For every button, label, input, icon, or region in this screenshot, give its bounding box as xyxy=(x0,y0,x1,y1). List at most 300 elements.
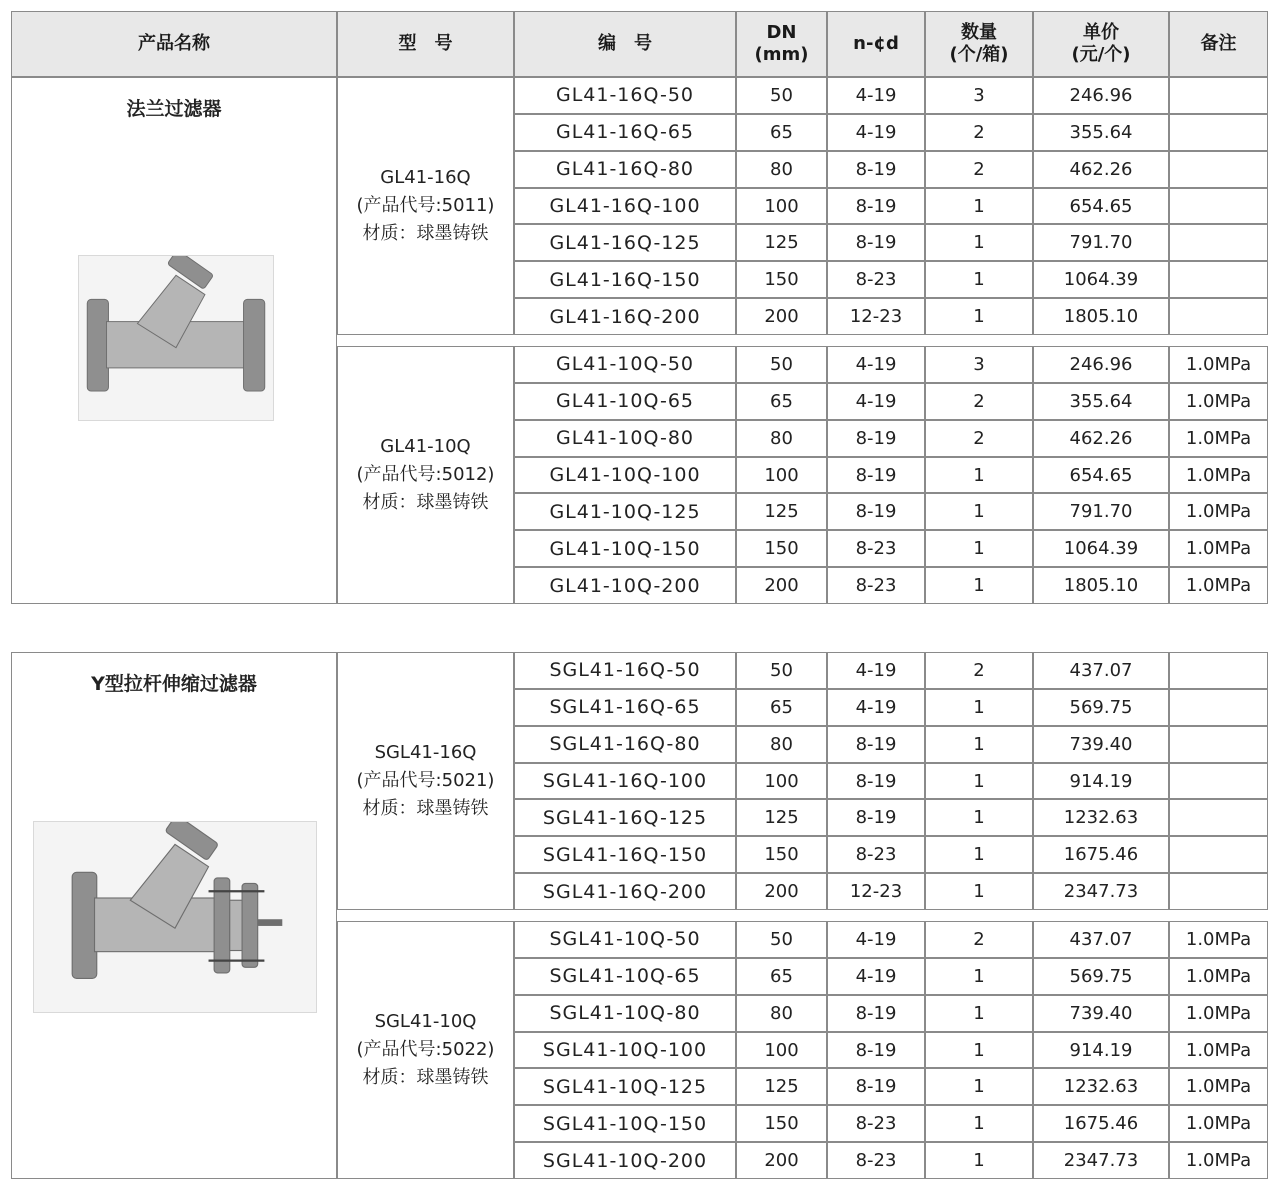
nd-value: 4-19 xyxy=(855,84,897,106)
price-value: 437.07 xyxy=(1069,928,1133,950)
quantity-cell xyxy=(925,873,1033,910)
quantity-cell xyxy=(925,1032,1033,1069)
dn-cell xyxy=(736,530,827,567)
dn-value: 200 xyxy=(764,881,799,903)
model-cell xyxy=(337,921,514,1179)
code-cell xyxy=(514,224,736,261)
bolt-hole-cell xyxy=(827,383,925,420)
qty-value: 2 xyxy=(973,390,985,412)
material: 材质：球墨铸铁 xyxy=(362,1066,489,1088)
code-value: SGL41-16Q-150 xyxy=(542,843,708,866)
price-value: 1805.10 xyxy=(1063,575,1139,597)
dn-value: 80 xyxy=(770,427,793,449)
code-cell xyxy=(514,530,736,567)
unit-price-cell xyxy=(1033,151,1169,188)
quantity-cell xyxy=(925,420,1033,457)
code-value: GL41-16Q-100 xyxy=(549,195,701,217)
bolt-hole-cell xyxy=(827,921,925,958)
unit-price-cell xyxy=(1033,530,1169,567)
dn-value: 65 xyxy=(770,121,793,143)
unit-price-cell xyxy=(1033,726,1169,763)
note-cell xyxy=(1169,530,1268,567)
nd-value: 8-19 xyxy=(855,464,897,486)
price-value: 1232.63 xyxy=(1063,1076,1139,1098)
code-value: SGL41-10Q-200 xyxy=(542,1149,708,1172)
note-cell xyxy=(1169,1068,1268,1105)
price-value: 1675.46 xyxy=(1063,844,1139,866)
code-value: SGL41-10Q-150 xyxy=(542,1112,708,1135)
nd-value: 8-19 xyxy=(855,807,897,829)
product-code: (产品代号:5021) xyxy=(356,770,495,792)
quantity-cell xyxy=(925,763,1033,800)
code-cell xyxy=(514,689,736,726)
code-cell xyxy=(514,921,736,958)
dn-cell xyxy=(736,726,827,763)
dn-cell xyxy=(736,114,827,151)
bolt-hole-cell xyxy=(827,1032,925,1069)
header-line-1: 备注 xyxy=(1200,32,1237,54)
quantity-cell xyxy=(925,836,1033,873)
header-cell xyxy=(1033,11,1169,77)
unit-price-cell xyxy=(1033,346,1169,383)
qty-value: 1 xyxy=(973,269,985,291)
qty-value: 3 xyxy=(973,353,985,375)
price-value: 569.75 xyxy=(1069,696,1133,718)
qty-value: 1 xyxy=(973,575,985,597)
price-value: 355.64 xyxy=(1069,390,1133,412)
quantity-cell xyxy=(925,457,1033,494)
dn-value: 80 xyxy=(770,1002,793,1024)
price-value: 1675.46 xyxy=(1063,1113,1139,1135)
qty-value: 1 xyxy=(973,807,985,829)
dn-value: 125 xyxy=(764,807,799,829)
unit-price-cell xyxy=(1033,995,1169,1032)
nd-value: 4-19 xyxy=(855,121,897,143)
header-line-1: n-¢d xyxy=(853,32,899,54)
unit-price-cell xyxy=(1033,1105,1169,1142)
price-value: 1805.10 xyxy=(1063,306,1139,328)
bolt-hole-cell xyxy=(827,958,925,995)
dn-cell xyxy=(736,493,827,530)
dn-cell xyxy=(736,298,827,335)
note-cell xyxy=(1169,873,1268,910)
qty-value: 1 xyxy=(973,1039,985,1061)
header-line-1: 产品名称 xyxy=(138,32,210,54)
bolt-hole-cell xyxy=(827,873,925,910)
dn-cell xyxy=(736,1032,827,1069)
header-cell xyxy=(11,11,337,77)
product-name: 法兰过滤器 xyxy=(126,98,222,120)
dn-value: 150 xyxy=(764,844,799,866)
dn-value: 100 xyxy=(764,195,799,217)
unit-price-cell xyxy=(1033,652,1169,689)
bolt-hole-cell xyxy=(827,151,925,188)
nd-value: 8-23 xyxy=(855,1113,897,1135)
note-cell xyxy=(1169,1032,1268,1069)
code-cell xyxy=(514,1068,736,1105)
unit-price-cell xyxy=(1033,298,1169,335)
header-label xyxy=(1071,22,1130,67)
code-value: GL41-10Q-50 xyxy=(555,353,695,376)
code-cell xyxy=(514,1105,736,1142)
note-value: 1.0MPa xyxy=(1185,353,1252,375)
bolt-hole-cell xyxy=(827,261,925,298)
nd-value: 8-19 xyxy=(855,1039,897,1061)
unit-price-cell xyxy=(1033,873,1169,910)
code-value: SGL41-16Q-50 xyxy=(549,659,701,682)
nd-value: 8-19 xyxy=(855,1002,897,1024)
note-cell xyxy=(1169,836,1268,873)
code-value: GL41-16Q-50 xyxy=(555,84,695,107)
code-value: GL41-10Q-200 xyxy=(549,574,701,597)
header-line-2: (mm) xyxy=(754,44,809,65)
unit-price-cell xyxy=(1033,799,1169,836)
note-cell xyxy=(1169,763,1268,800)
unit-price-cell xyxy=(1033,1142,1169,1179)
qty-value: 1 xyxy=(973,965,985,987)
nd-value: 4-19 xyxy=(855,928,897,950)
qty-value: 2 xyxy=(973,121,985,143)
header-label xyxy=(755,22,809,67)
note-cell xyxy=(1169,567,1268,604)
code-value: SGL41-10Q-125 xyxy=(542,1075,708,1098)
header-cell xyxy=(925,11,1033,77)
note-cell xyxy=(1169,1142,1268,1179)
code-value: GL41-10Q-80 xyxy=(555,427,695,450)
quantity-cell xyxy=(925,188,1033,225)
quantity-cell xyxy=(925,1105,1033,1142)
model-number: GL41-10Q xyxy=(380,436,471,458)
nd-value: 8-19 xyxy=(855,1076,897,1098)
note-cell xyxy=(1169,921,1268,958)
bolt-hole-cell xyxy=(827,726,925,763)
nd-value: 8-19 xyxy=(855,427,897,449)
code-value: SGL41-10Q-100 xyxy=(542,1039,708,1062)
qty-value: 1 xyxy=(973,232,985,254)
nd-value: 8-23 xyxy=(855,269,897,291)
nd-value: 8-19 xyxy=(855,501,897,523)
code-value: GL41-16Q-150 xyxy=(549,268,701,291)
quantity-cell xyxy=(925,652,1033,689)
bolt-hole-cell xyxy=(827,689,925,726)
code-cell xyxy=(514,726,736,763)
code-cell xyxy=(514,114,736,151)
nd-value: 4-19 xyxy=(855,965,897,987)
bolt-hole-cell xyxy=(827,836,925,873)
code-cell xyxy=(514,420,736,457)
note-value: 1.0MPa xyxy=(1185,501,1252,523)
nd-value: 4-19 xyxy=(855,353,897,375)
nd-value: 4-19 xyxy=(855,659,897,681)
header-line-2: (元/个) xyxy=(1071,44,1131,65)
price-value: 246.96 xyxy=(1069,353,1133,375)
header-line-1: 型 号 xyxy=(398,32,453,54)
dn-value: 125 xyxy=(764,232,799,254)
y-strainer-flanged-icon xyxy=(78,255,274,421)
bolt-hole-cell xyxy=(827,799,925,836)
note-cell xyxy=(1169,420,1268,457)
dn-value: 80 xyxy=(770,733,793,755)
code-value: GL41-16Q-200 xyxy=(549,305,701,328)
code-cell xyxy=(514,493,736,530)
dn-cell xyxy=(736,224,827,261)
quantity-cell xyxy=(925,383,1033,420)
code-value: SGL41-16Q-80 xyxy=(549,733,701,756)
dn-cell xyxy=(736,763,827,800)
note-cell xyxy=(1169,652,1268,689)
bolt-hole-cell xyxy=(827,530,925,567)
nd-value: 12-23 xyxy=(849,306,903,328)
note-cell xyxy=(1169,726,1268,763)
y-strainer-telescopic-icon xyxy=(33,821,317,1013)
note-cell xyxy=(1169,114,1268,151)
code-cell xyxy=(514,836,736,873)
price-value: 1064.39 xyxy=(1063,538,1139,560)
qty-value: 1 xyxy=(973,501,985,523)
dn-value: 50 xyxy=(770,928,793,950)
bolt-hole-cell xyxy=(827,652,925,689)
unit-price-cell xyxy=(1033,261,1169,298)
qty-value: 1 xyxy=(973,881,985,903)
unit-price-cell xyxy=(1033,836,1169,873)
dn-value: 125 xyxy=(764,501,799,523)
note-value: 1.0MPa xyxy=(1185,538,1252,560)
code-cell xyxy=(514,151,736,188)
dn-value: 100 xyxy=(764,1039,799,1061)
qty-value: 1 xyxy=(973,1150,985,1172)
quantity-cell xyxy=(925,493,1033,530)
unit-price-cell xyxy=(1033,493,1169,530)
header-line-2: (个/箱) xyxy=(949,44,1009,65)
bolt-hole-cell xyxy=(827,457,925,494)
header-cell xyxy=(337,11,514,77)
price-value: 462.26 xyxy=(1069,427,1133,449)
dn-cell xyxy=(736,151,827,188)
dn-cell xyxy=(736,261,827,298)
note-value: 1.0MPa xyxy=(1185,575,1252,597)
note-cell xyxy=(1169,689,1268,726)
nd-value: 4-19 xyxy=(855,696,897,718)
nd-value: 12-23 xyxy=(849,881,903,903)
dn-value: 65 xyxy=(770,696,793,718)
price-value: 246.96 xyxy=(1069,84,1133,106)
code-cell xyxy=(514,77,736,114)
price-value: 2347.73 xyxy=(1063,1150,1139,1172)
note-cell xyxy=(1169,995,1268,1032)
model-cell xyxy=(337,77,514,335)
code-cell xyxy=(514,1142,736,1179)
qty-value: 2 xyxy=(973,659,985,681)
code-value: GL41-10Q-65 xyxy=(555,390,695,413)
code-cell xyxy=(514,763,736,800)
product-code: (产品代号:5022) xyxy=(356,1039,495,1061)
dn-cell xyxy=(736,1142,827,1179)
unit-price-cell xyxy=(1033,689,1169,726)
note-cell xyxy=(1169,188,1268,225)
code-value: SGL41-16Q-100 xyxy=(542,770,708,792)
dn-value: 200 xyxy=(764,306,799,328)
unit-price-cell xyxy=(1033,457,1169,494)
material: 材质：球墨铸铁 xyxy=(362,797,489,819)
unit-price-cell xyxy=(1033,188,1169,225)
nd-value: 8-19 xyxy=(855,158,897,180)
code-cell xyxy=(514,457,736,494)
qty-value: 1 xyxy=(973,1002,985,1024)
note-cell xyxy=(1169,457,1268,494)
code-cell xyxy=(514,995,736,1032)
bolt-hole-cell xyxy=(827,114,925,151)
quantity-cell xyxy=(925,261,1033,298)
bolt-hole-cell xyxy=(827,298,925,335)
price-value: 914.19 xyxy=(1069,770,1133,792)
price-value: 437.07 xyxy=(1069,659,1133,681)
code-value: GL41-10Q-100 xyxy=(549,464,701,487)
code-value: SGL41-16Q-125 xyxy=(542,806,708,829)
note-cell xyxy=(1169,77,1268,114)
dn-cell xyxy=(736,836,827,873)
bolt-hole-cell xyxy=(827,493,925,530)
qty-value: 2 xyxy=(973,158,985,180)
bolt-hole-cell xyxy=(827,567,925,604)
note-cell xyxy=(1169,493,1268,530)
note-cell xyxy=(1169,1105,1268,1142)
header-cell xyxy=(736,11,827,77)
nd-value: 8-23 xyxy=(855,538,897,560)
code-cell xyxy=(514,567,736,604)
price-value: 739.40 xyxy=(1069,733,1133,755)
unit-price-cell xyxy=(1033,224,1169,261)
unit-price-cell xyxy=(1033,763,1169,800)
unit-price-cell xyxy=(1033,77,1169,114)
note-value: 1.0MPa xyxy=(1185,1076,1252,1098)
quantity-cell xyxy=(925,1142,1033,1179)
code-value: SGL41-10Q-65 xyxy=(549,965,701,988)
unit-price-cell xyxy=(1033,114,1169,151)
dn-value: 100 xyxy=(764,770,799,792)
dn-cell xyxy=(736,188,827,225)
quantity-cell xyxy=(925,726,1033,763)
dn-value: 80 xyxy=(770,158,793,180)
price-value: 462.26 xyxy=(1069,158,1133,180)
nd-value: 8-23 xyxy=(855,844,897,866)
price-value: 791.70 xyxy=(1069,232,1133,254)
dn-cell xyxy=(736,873,827,910)
dn-value: 50 xyxy=(770,84,793,106)
dn-cell xyxy=(736,457,827,494)
unit-price-cell xyxy=(1033,921,1169,958)
dn-cell xyxy=(736,799,827,836)
qty-value: 1 xyxy=(973,538,985,560)
quantity-cell xyxy=(925,567,1033,604)
code-cell xyxy=(514,652,736,689)
model-number: GL41-16Q xyxy=(380,167,471,189)
qty-value: 1 xyxy=(973,306,985,328)
dn-cell xyxy=(736,420,827,457)
dn-cell xyxy=(736,958,827,995)
dn-value: 200 xyxy=(764,575,799,597)
quantity-cell xyxy=(925,114,1033,151)
price-value: 1064.39 xyxy=(1063,269,1139,291)
code-cell xyxy=(514,873,736,910)
code-value: SGL41-10Q-50 xyxy=(549,928,701,951)
header-cell xyxy=(514,11,736,77)
bolt-hole-cell xyxy=(827,1105,925,1142)
header-label xyxy=(138,33,210,56)
header-line-1: 编 号 xyxy=(598,32,652,54)
qty-value: 3 xyxy=(973,84,985,106)
code-value: SGL41-10Q-80 xyxy=(549,1002,701,1025)
qty-value: 2 xyxy=(973,928,985,950)
note-cell xyxy=(1169,151,1268,188)
note-value: 1.0MPa xyxy=(1185,1113,1252,1135)
code-value: GL41-16Q-80 xyxy=(555,158,695,181)
unit-price-cell xyxy=(1033,383,1169,420)
model-cell xyxy=(337,346,514,604)
note-value: 1.0MPa xyxy=(1185,390,1252,412)
quantity-cell xyxy=(925,689,1033,726)
code-value: SGL41-16Q-65 xyxy=(549,696,701,719)
note-value: 1.0MPa xyxy=(1185,928,1252,950)
header-line-1: 数量 xyxy=(961,21,997,43)
qty-value: 1 xyxy=(973,1113,985,1135)
note-value: 1.0MPa xyxy=(1185,464,1252,486)
bolt-hole-cell xyxy=(827,763,925,800)
header-cell xyxy=(827,11,925,77)
product-code: (产品代号:5012) xyxy=(356,464,495,486)
code-value: GL41-16Q-65 xyxy=(555,121,695,144)
code-value: SGL41-16Q-200 xyxy=(542,880,708,903)
code-cell xyxy=(514,346,736,383)
quantity-cell xyxy=(925,298,1033,335)
dn-cell xyxy=(736,383,827,420)
dn-value: 50 xyxy=(770,353,793,375)
header-label xyxy=(1201,33,1237,56)
nd-value: 8-23 xyxy=(855,1150,897,1172)
bolt-hole-cell xyxy=(827,188,925,225)
qty-value: 1 xyxy=(973,770,985,792)
bolt-hole-cell xyxy=(827,1068,925,1105)
quantity-cell xyxy=(925,1068,1033,1105)
dn-cell xyxy=(736,567,827,604)
note-value: 1.0MPa xyxy=(1185,1039,1252,1061)
unit-price-cell xyxy=(1033,420,1169,457)
nd-value: 8-19 xyxy=(855,770,897,792)
quantity-cell xyxy=(925,530,1033,567)
code-cell xyxy=(514,298,736,335)
code-cell xyxy=(514,188,736,225)
header-line-1: 单价 xyxy=(1083,21,1119,43)
quantity-cell xyxy=(925,958,1033,995)
dn-value: 200 xyxy=(764,1150,799,1172)
quantity-cell xyxy=(925,921,1033,958)
model-cell xyxy=(337,652,514,910)
price-value: 791.70 xyxy=(1069,501,1133,523)
note-value: 1.0MPa xyxy=(1185,1002,1252,1024)
dn-cell xyxy=(736,1105,827,1142)
bolt-hole-cell xyxy=(827,420,925,457)
quantity-cell xyxy=(925,151,1033,188)
bolt-hole-cell xyxy=(827,224,925,261)
header-label xyxy=(853,33,899,56)
code-value: GL41-10Q-150 xyxy=(549,537,701,560)
qty-value: 1 xyxy=(973,696,985,718)
nd-value: 8-19 xyxy=(855,733,897,755)
code-cell xyxy=(514,261,736,298)
dn-cell xyxy=(736,346,827,383)
price-value: 914.19 xyxy=(1069,1039,1133,1061)
dn-value: 150 xyxy=(764,269,799,291)
qty-value: 1 xyxy=(973,733,985,755)
